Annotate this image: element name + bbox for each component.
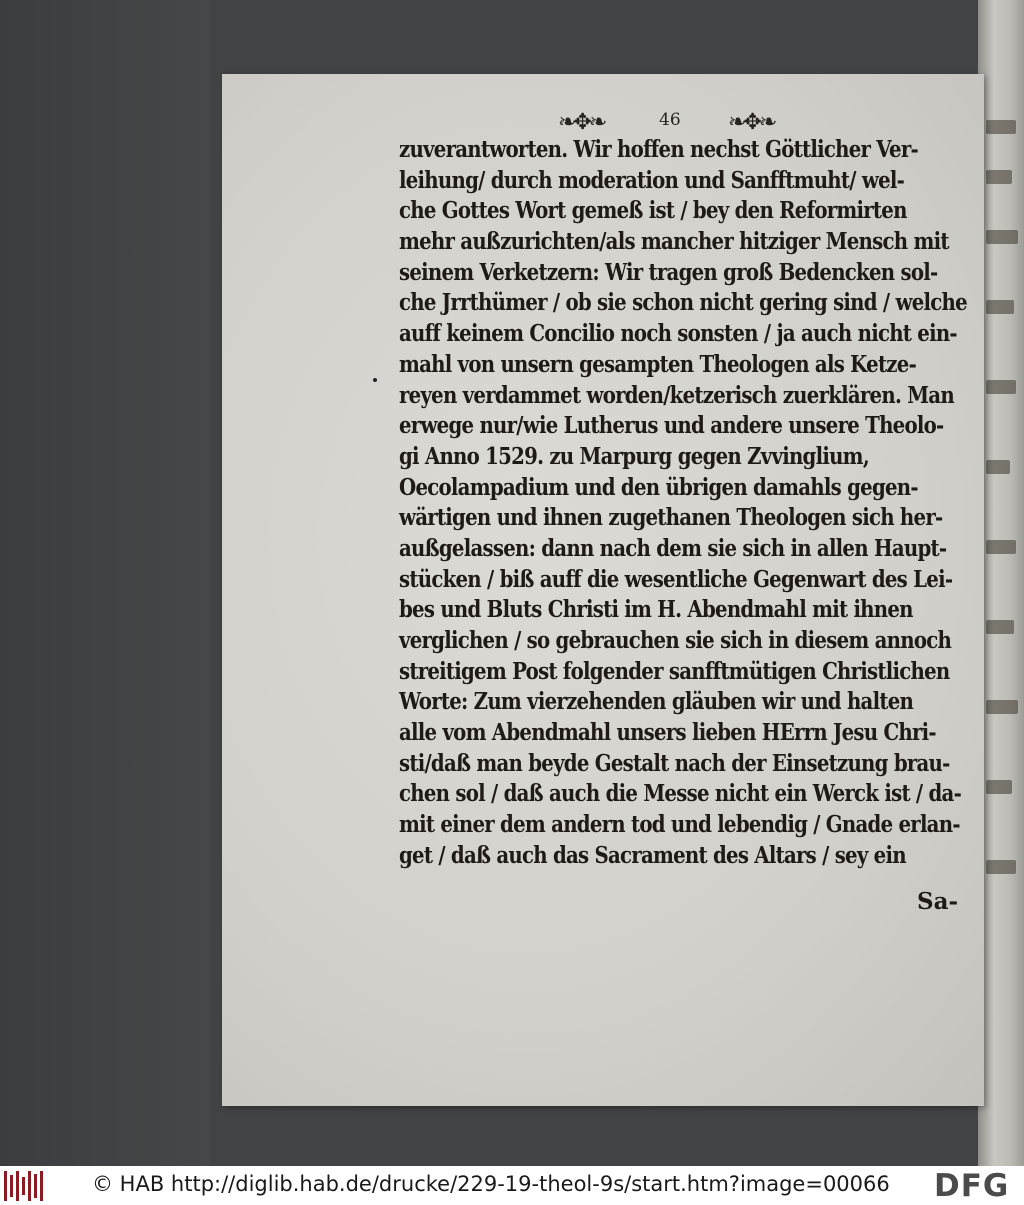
text-line: sti/daß man beyde Gestalt nach der Einsetzung brau- — [399, 748, 950, 777]
text-line: che Gottes Wort gemeß ist / bey den Reformirten — [399, 196, 907, 225]
text-line: mit einer dem andern tod und lebendig / Gnade erlan- — [399, 810, 960, 839]
text-line: reyen verdammet worden/ketzerisch zuerklären. Man — [399, 380, 954, 409]
text-line: wärtigen und ihnen zugethanen Theologen sich her- — [399, 503, 943, 532]
text-line: Worte: Zum vierzehenden gläuben wir und halten — [399, 687, 914, 716]
copyright-link[interactable]: © HAB http://diglib.hab.de/drucke/229-19-theol-9s/start.htm?image=00066 — [92, 1172, 890, 1196]
text-line: leihung/ durch moderation und Sanfftmuht/ wel- — [399, 165, 905, 194]
text-line: chen sol / daß auch die Messe nicht ein Werck ist / da- — [399, 779, 962, 808]
body-text — [399, 134, 965, 871]
text-line: get / daß auch das Sacrament des Altars / sey ein — [399, 840, 906, 869]
text-line: bes und Bluts Christi im H. Abendmahl mit ihnen — [399, 595, 913, 624]
text-line: erwege nur/wie Lutherus und andere unsere Theolo- — [399, 411, 944, 440]
barcode-icon — [4, 1171, 46, 1201]
text-line: mahl von unsern gesampten Theologen als Ketze- — [399, 349, 917, 378]
left-margin-shadow — [0, 0, 210, 1166]
text-line: seinem Verketzern: Wir tragen groß Bedencken sol- — [399, 257, 938, 286]
ornament-right-icon: ❧✥❧ — [728, 110, 775, 135]
text-line: gi Anno 1529. zu Marpurg gegen Zvvinglium, — [399, 441, 869, 470]
page-number: 46 — [659, 110, 681, 130]
text-line: streitigem Post folgender sanfftmütigen Christlichen — [399, 656, 950, 685]
text-line: stücken / biß auff die wesentliche Gegenwart des Lei- — [399, 564, 953, 593]
text-line: auff keinem Concilio noch sonsten / ja auch nicht ein- — [399, 319, 957, 348]
text-line: außgelassen: dann nach dem sie sich in allen Haupt- — [399, 533, 947, 562]
text-line: Oecolampadium und den übrigen damahls gegen- — [399, 472, 918, 501]
ink-speck — [373, 378, 377, 382]
catchword: Sa- — [917, 888, 959, 915]
text-line: zuverantworten. Wir hoffen nechst Göttlicher Ver- — [399, 135, 918, 163]
ornament-left-icon: ❧✥❧ — [558, 110, 605, 135]
text-line: che Jrrthümer / ob sie schon nicht gering sind / welche — [399, 288, 967, 317]
text-line: alle vom Abendmahl unsers lieben HErrn Jesu Chri- — [399, 718, 936, 747]
text-line: mehr außzurichten/als mancher hitziger Mensch mit — [399, 227, 949, 256]
next-page-edge — [978, 0, 1024, 1166]
page-header — [558, 104, 788, 134]
text-line: verglichen / so gebrauchen sie sich in diesem annoch — [399, 626, 952, 654]
dfg-logo: DFG — [934, 1168, 1010, 1204]
footer-bar — [0, 1166, 1024, 1205]
